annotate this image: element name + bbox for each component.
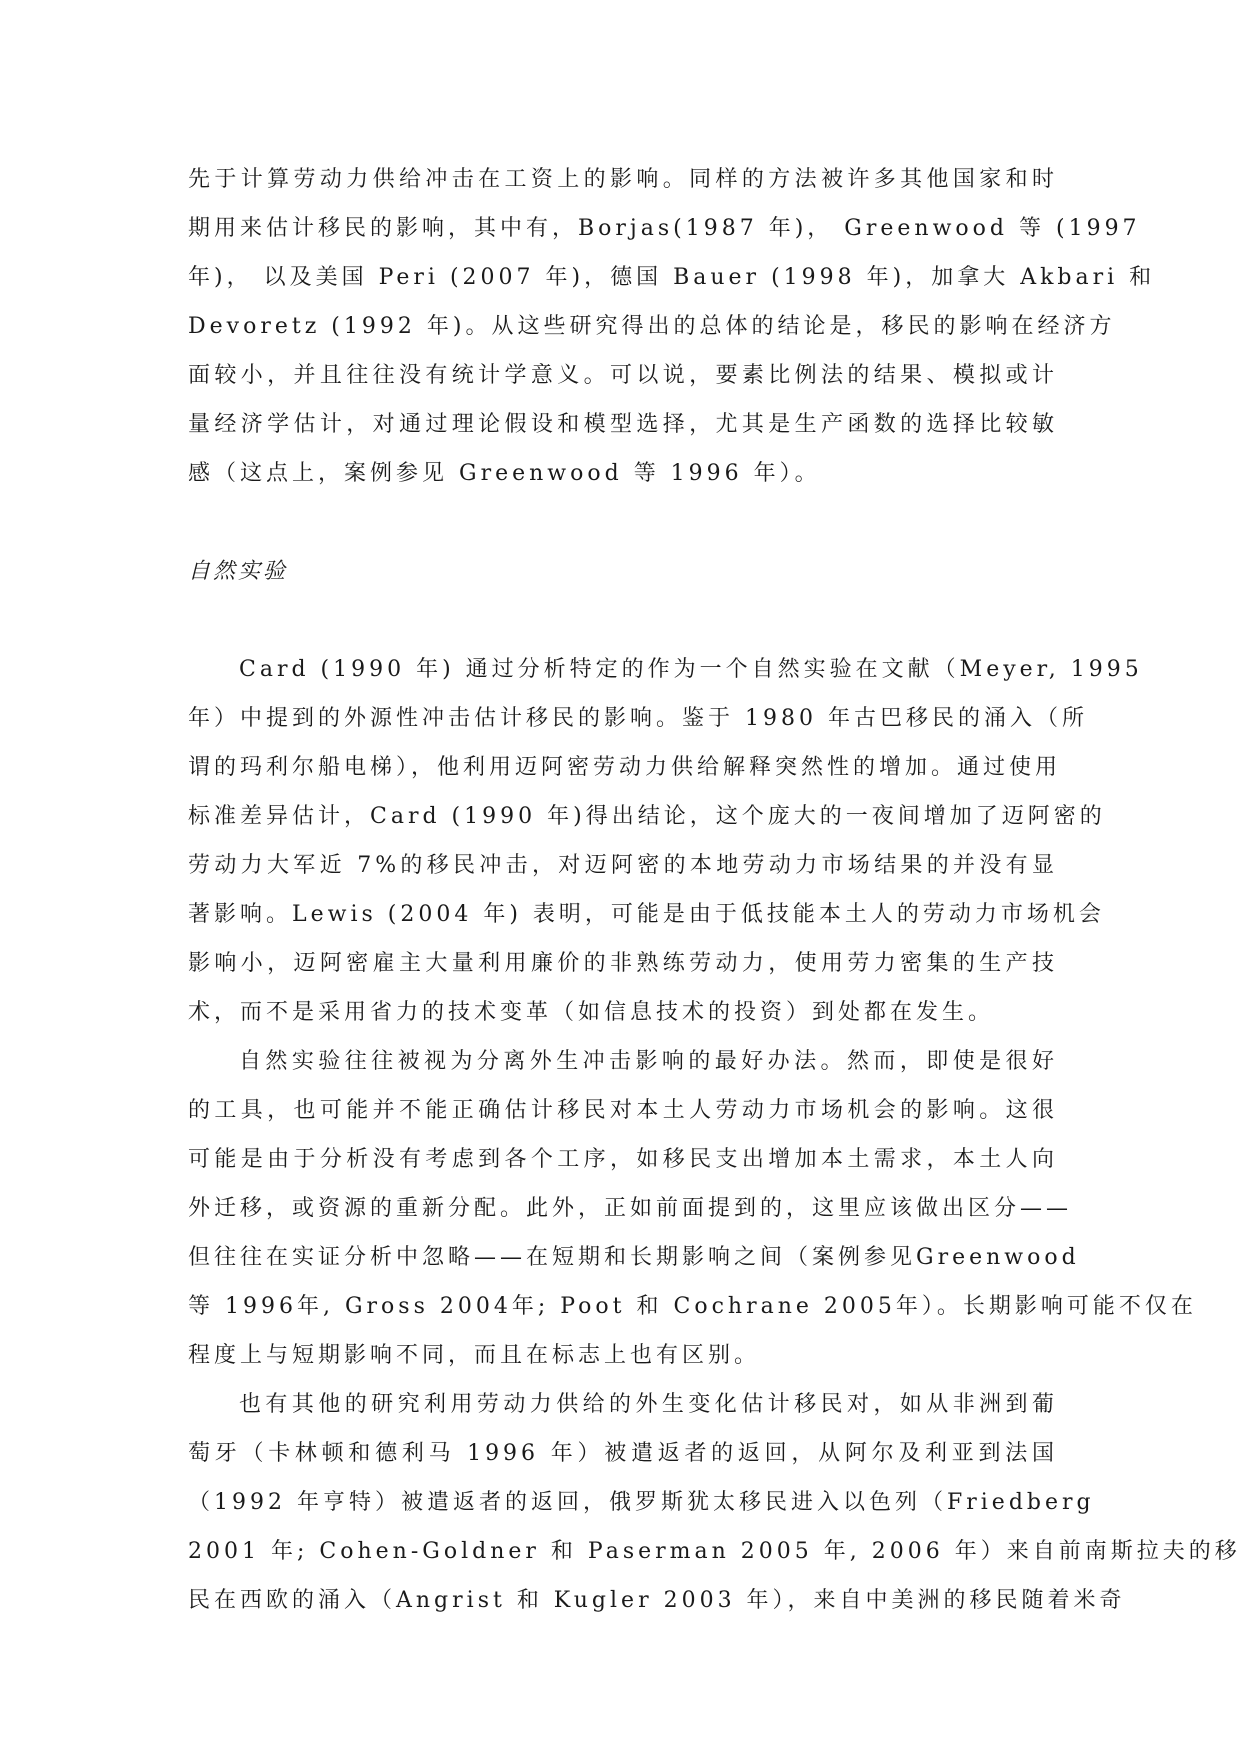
text-line: （1992 年亨特）被遣返者的返回，俄罗斯犹太移民进入以色列（Friedberg (188, 1490, 1095, 1515)
text-line: 著影响。Lewis (2004 年) 表明，可能是由于低技能本土人的劳动力市场机会 (188, 902, 1105, 927)
text-line: 的工具，也可能并不能正确估计移民对本土人劳动力市场机会的影响。这很 (188, 1098, 1058, 1123)
text-line: 影响小，迈阿密雇主大量利用廉价的非熟练劳动力，使用劳力密集的生产技 (188, 951, 1058, 976)
paragraph-1 (188, 155, 1156, 498)
text-line: 标准差异估计，Card (1990 年)得出结论，这个庞大的一夜间增加了迈阿密的 (188, 804, 1106, 829)
document-page (188, 155, 1241, 1625)
text-line: 也有其他的研究利用劳动力供给的外生变化估计移民对，如从非洲到葡 (239, 1392, 1058, 1417)
text-line: 谓的玛利尔船电梯），他利用迈阿密劳动力供给解释突然性的增加。通过使用 (188, 755, 1062, 780)
text-line: 感（这点上，案例参见 Greenwood 等 1996 年）。 (188, 461, 821, 486)
text-line: 等 1996年, Gross 2004年; Poot 和 Cochrane 2005年）。长期影响可能不仅在 (188, 1294, 1197, 1319)
text-line: 民在西欧的涌入（Angrist 和 Kugler 2003 年），来自中美洲的移民随着米奇 (188, 1588, 1126, 1613)
text-line: 可能是由于分析没有考虑到各个工序，如移民支出增加本土需求，本土人向 (188, 1147, 1058, 1172)
text-line: 萄牙（卡林顿和德利马 1996 年）被遣返者的返回，从阿尔及利亚到法国 (188, 1441, 1058, 1466)
text-line: 先于计算劳动力供给冲击在工资上的影响。同样的方法被许多其他国家和时 (188, 167, 1058, 192)
text-line: 期用来估计移民的影响，其中有，Borjas(1987 年)， Greenwood 等 (1997 (188, 216, 1141, 241)
text-line: 程度上与短期影响不同，而且在标志上也有区别。 (188, 1343, 761, 1368)
text-line: 自然实验往往被视为分离外生冲击影响的最好办法。然而，即使是很好 (239, 1049, 1058, 1074)
text-line: 面较小，并且往往没有统计学意义。可以说，要素比例法的结果、模拟或计 (188, 363, 1058, 388)
paragraph-4 (188, 1380, 1241, 1625)
section-heading: 自然实验 (188, 559, 289, 584)
text-line: 但往往在实证分析中忽略——在短期和长期影响之间（案例参见Greenwood (188, 1245, 1080, 1270)
text-line: 量经济学估计，对通过理论假设和模型选择，尤其是生产函数的选择比较敏 (188, 412, 1058, 437)
paragraph-2 (188, 645, 1143, 1037)
text-line: 2001 年; Cohen-Goldner 和 Paserman 2005 年, 2006 年）来自前南斯拉夫的移 (188, 1539, 1241, 1564)
text-line: Card (1990 年) 通过分析特定的作为一个自然实验在文献（Meyer, 1995 (239, 657, 1143, 682)
text-line: 劳动力大军近 7%的移民冲击，对迈阿密的本地劳动力市场结果的并没有显 (188, 853, 1058, 878)
text-line: 外迁移，或资源的重新分配。此外，正如前面提到的，这里应该做出区分—— (188, 1196, 1073, 1221)
text-line: 年)， 以及美国 Peri (2007 年)，德国 Bauer (1998 年)，加拿大 Akbari 和 (188, 265, 1156, 290)
paragraph-3 (188, 1037, 1197, 1380)
text-line: Devoretz (1992 年)。从这些研究得出的总体的结论是，移民的影响在经济方 (188, 314, 1116, 339)
text-line: 术，而不是采用省力的技术变革（如信息技术的投资）到处都在发生。 (188, 1000, 995, 1025)
text-line: 年）中提到的外源性冲击估计移民的影响。鉴于 1980 年古巴移民的涌入（所 (188, 706, 1088, 731)
